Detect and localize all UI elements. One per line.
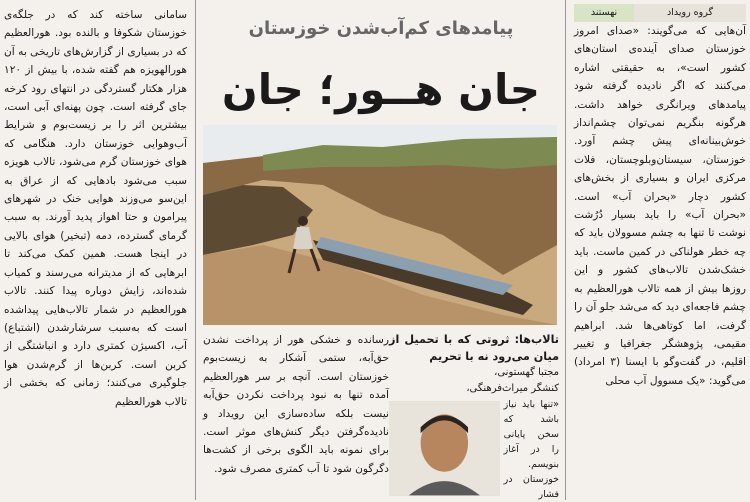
article-photo (203, 125, 557, 325)
center-article (200, 0, 562, 500)
tag-label: نهستند (574, 4, 634, 22)
author-portrait (389, 401, 500, 496)
tag-section: گروه رویداد (634, 4, 746, 22)
column-divider-left (195, 0, 196, 500)
left-column-text: سامانی ساخته کند که در جلگه‌ی خوزستان شکوفا و بالنده بود. هورالعظیم که در بسیاری از گزارش‌های تاریخی به آن هورالهویزه هم گفته شده، با بیش از ۱۲۰ هزار هکتار گستردگی در انتهای رود کرخه جای گرفته است. چون پهنه‌ای آبی است، بیشترین اثر را بر زیست‌بوم و شرایط آب‌وهوایی خوزستان دارد. هنگامی که هوای خوزستان گرم می‌شود، تالاب هویزه سبب می‌شود بادهایی که از عراق به این‌سو می‌وزند هوایی خنک در شهرهای پیرامون و حتا اهواز پدید آورند. به سبب گرمای گسترده، دمه (تبخیر) هوای بالایی در اینجا هست. همین کمک می‌کند تا ابرهایی که از مدیترانه می‌رسند و کمیاب شده‌اند، زایش دوباره پیدا کنند. تالاب هورالعظیم در شمار تالاب‌هایی پیداشده است که به‌سبب سرشار‌شدن (اشتباع) آب، اکسیژن کمتری دارد و انباشتگی از کربن است. کربن‌ها از گرم‌شدن هوا جلوگیری می‌کنند؛ زمانی که بخشی از تالاب هورالعظیم (4, 9, 187, 408)
headline: جان هــور؛ جان (221, 65, 541, 114)
center-lower-right (389, 331, 559, 502)
left-column (0, 0, 193, 500)
author-role: کنشگر میراث‌فرهنگی، (466, 383, 559, 394)
kicker: پیامدهای کم‌آب‌شدن خوزستان (248, 18, 514, 39)
center-lower-right-text: «تنها باید نیاز باشد که سخن پایانی را در آغاز بنویسم. خوزستان در فشار (503, 399, 559, 500)
section-tags (574, 4, 746, 22)
article-lead: تالاب‌ها: ثروتی که با تحمیل از میان می‌رود نه با تحریم (389, 333, 559, 363)
right-column (568, 0, 750, 500)
center-lower-left-text: رسانده و خشکی هور از پرداخت نشدن حق‌آبه، ستمی آشکار به زیست‌بوم خوزستان است. آنچه بر سر هورالعظیم آمده تنها به نبود پرداخت نکردن حق‌آبه نیست بلکه ساده‌سازی این رویداد و نادیده‌گرفتن دیگر کنش‌های موثر است. برای نمونه باید الگوی برخی از کشت‌ها دگرگون شود تا آب کمتری مصرف شود. (203, 334, 389, 475)
center-lower-left (203, 331, 389, 478)
right-column-text: آن‌هایی که می‌گویند: «صدای امروز خوزستان صدای آینده‌ی استان‌های کشور است»، به حقیقتی اشاره می‌کنند که اگر نادیده گرفته شود پیامدهای ویرانگری خواهد داشت. هرگونه بنگریم نمی‌توان چشم‌انداز خوش‌بینانه‌ای پیش چشم آورد. خوزستان، سیستان‌وبلوچستان، فلات مرکزی ایران و بسیاری از بخش‌های کشور دچار «بحران آب» است. «بحران آب» را باید بسیار دُرُشت نوشت تا تنها به چشم مسوولان باید که چه خطر هولناکی در کمین ماست. باید خشک‌شدن تالاب‌های کشور و این روزها بیش از همه تالاب هورالعظیم به چشم فاجعه‌ای دید که می‌شد جلو آن را گرفت، اما کوتاهی‌ها شد. ابراهیم مقیمی، پژوهشگر جغرافیا و تغییر اقلیم، در گفت‌وگو با ایسنا (۳ امرداد) می‌گوید: «یک مسوول آب محلی (574, 25, 746, 387)
column-divider-right (565, 0, 566, 500)
author-name: مجتبا گهستونی، (494, 367, 559, 378)
